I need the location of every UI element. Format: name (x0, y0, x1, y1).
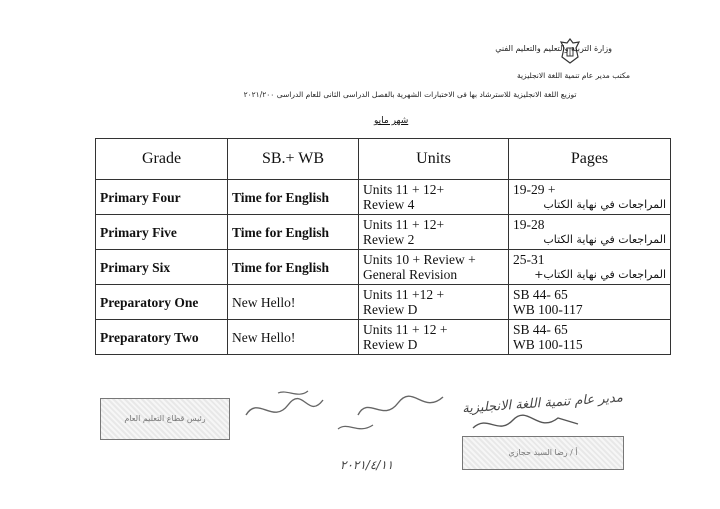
office-name: مكتب مدير عام تنمية اللغة الانجليزية (516, 71, 630, 80)
pages-cell (509, 250, 671, 285)
signature-scribble-icon (238, 385, 458, 440)
pages-cell (509, 215, 671, 250)
table-row (96, 215, 671, 250)
table-row (96, 320, 671, 355)
table-row (96, 180, 671, 215)
pages-cell (509, 180, 671, 215)
units-cell (359, 285, 509, 320)
units-cell (359, 250, 509, 285)
grade-cell: Preparatory Two (96, 320, 228, 355)
book-cell: Time for English (228, 250, 359, 285)
pages-line: WB 100-117 (513, 302, 583, 317)
official-stamp-right: أ / رضا السيد حجازي (462, 436, 624, 470)
pages-cell (509, 285, 671, 320)
units-line: Review 4 (363, 197, 415, 212)
units-line: Review 2 (363, 232, 415, 247)
units-line: Units 11 +12 + (363, 287, 445, 302)
header-sb-wb: SB.+ WB (228, 139, 359, 180)
official-stamp-left: رئيس قطاع التعليم العام (100, 398, 230, 440)
pages-line: 25-31 (513, 252, 545, 267)
distribution-title: توزيع اللغة الانجليزية للاسترشاد بها فى الاختبارات الشهرية بالفصل الدراسى الثانى للعام الدراسى ٢٠٢١/٢٠٠ (243, 90, 577, 99)
pages-line: 19-28 (513, 217, 545, 232)
grade-cell: Primary Five (96, 215, 228, 250)
signature-date: ٢٠٢١/٤/١١ (340, 458, 394, 472)
units-line: General Revision (363, 267, 458, 282)
units-cell (359, 320, 509, 355)
units-line: Units 11 + 12+ (363, 182, 445, 197)
month-label: شهر مايو (374, 116, 409, 126)
units-cell (359, 180, 509, 215)
pages-line: SB 44- 65 (513, 287, 568, 302)
curriculum-table (95, 138, 671, 355)
grade-cell: Primary Four (96, 180, 228, 215)
grade-cell: Primary Six (96, 250, 228, 285)
pages-line: WB 100-115 (513, 337, 583, 352)
pages-line-arabic: المراجعات في نهاية الكتاب (543, 233, 666, 246)
pages-cell (509, 320, 671, 355)
header-units: Units (359, 139, 509, 180)
pages-line: SB 44- 65 (513, 322, 568, 337)
pages-line-arabic: المراجعات في نهاية الكتاب+ (534, 268, 666, 281)
book-cell: New Hello! (228, 285, 359, 320)
pages-line-arabic: المراجعات في نهاية الكتاب (543, 198, 666, 211)
units-line: Units 11 + 12+ (363, 217, 445, 232)
units-line: Review D (363, 337, 418, 352)
book-cell: Time for English (228, 180, 359, 215)
ministry-name: وزارة التربية والتعليم والتعليم الفني (495, 44, 612, 53)
units-line: Review D (363, 302, 418, 317)
signature-scribble-icon (468, 410, 588, 440)
header-pages: Pages (509, 139, 671, 180)
units-line: Units 10 + Review + (363, 252, 476, 267)
units-line: Units 11 + 12 + (363, 322, 448, 337)
grade-cell: Preparatory One (96, 285, 228, 320)
table-row (96, 285, 671, 320)
director-title: مدير عام تنمية اللغة الانجليزية (461, 390, 624, 417)
book-cell: New Hello! (228, 320, 359, 355)
table-header-row (96, 139, 671, 180)
pages-line: 19-29 + (513, 182, 556, 197)
header-grade: Grade (96, 139, 228, 180)
table-row (96, 250, 671, 285)
units-cell (359, 215, 509, 250)
book-cell: Time for English (228, 215, 359, 250)
